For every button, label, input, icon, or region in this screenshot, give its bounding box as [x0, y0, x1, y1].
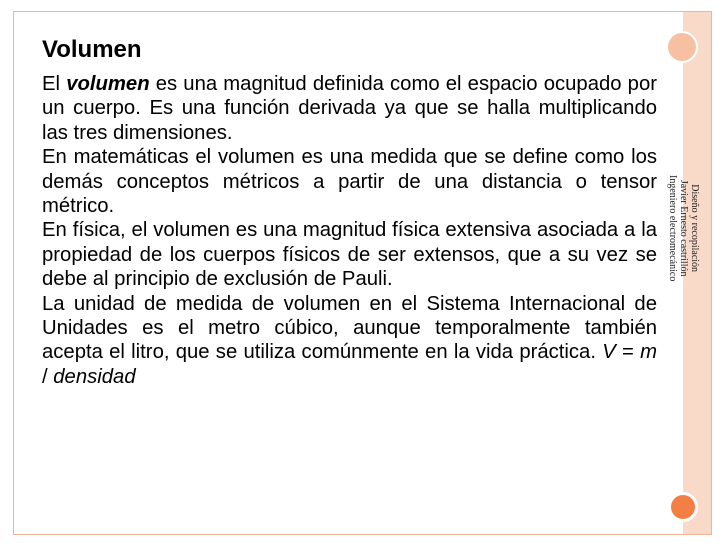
formula-m: m	[640, 341, 657, 364]
unit-text: La unidad de medida de volumen en el Sistema Internacional de Unidades es el metro cúbico, aunque temporalmente también acepta el litro, que se utiliza comúnmente en la vida práctica.	[42, 292, 657, 364]
formula-v: V	[602, 341, 616, 364]
paragraph-mathematics: En matemáticas el volumen es una medida que se define como los demás conceptos métricos a partir de una distancia o tensor métrico.	[42, 146, 657, 218]
formula-equals: =	[615, 341, 641, 364]
term-volumen: volumen	[66, 73, 150, 95]
decorative-circle-bottom	[668, 492, 698, 522]
decorative-circle-top	[666, 31, 698, 63]
credits-line-3: Ingeniero electromecánico	[667, 175, 678, 282]
paragraph-lead: El	[42, 73, 67, 95]
paragraph-definition	[42, 72, 657, 145]
formula-densidad: densidad	[53, 365, 136, 388]
slide-body	[42, 72, 657, 389]
paragraph-rest: es una magnitud definida como el espacio ocupado por un cuerpo. Es una función derivada ya que se halla multiplicando las tres dimensiones.	[42, 73, 657, 144]
paragraph-physics: En física, el volumen es una magnitud física extensiva asociada a la propiedad de los cuerpos físicos de ser extensos, que a su vez se debe al principio de exclusión de Pauli.	[42, 219, 657, 291]
formula-divide: /	[42, 365, 54, 388]
paragraph-unit	[42, 292, 657, 390]
author-credits	[667, 175, 700, 281]
credits-line-2: Javier Ernesto castrillón	[678, 179, 689, 277]
credits-line-1: Diseño y recopilación	[689, 184, 700, 273]
slide-title: Volumen	[42, 36, 142, 63]
